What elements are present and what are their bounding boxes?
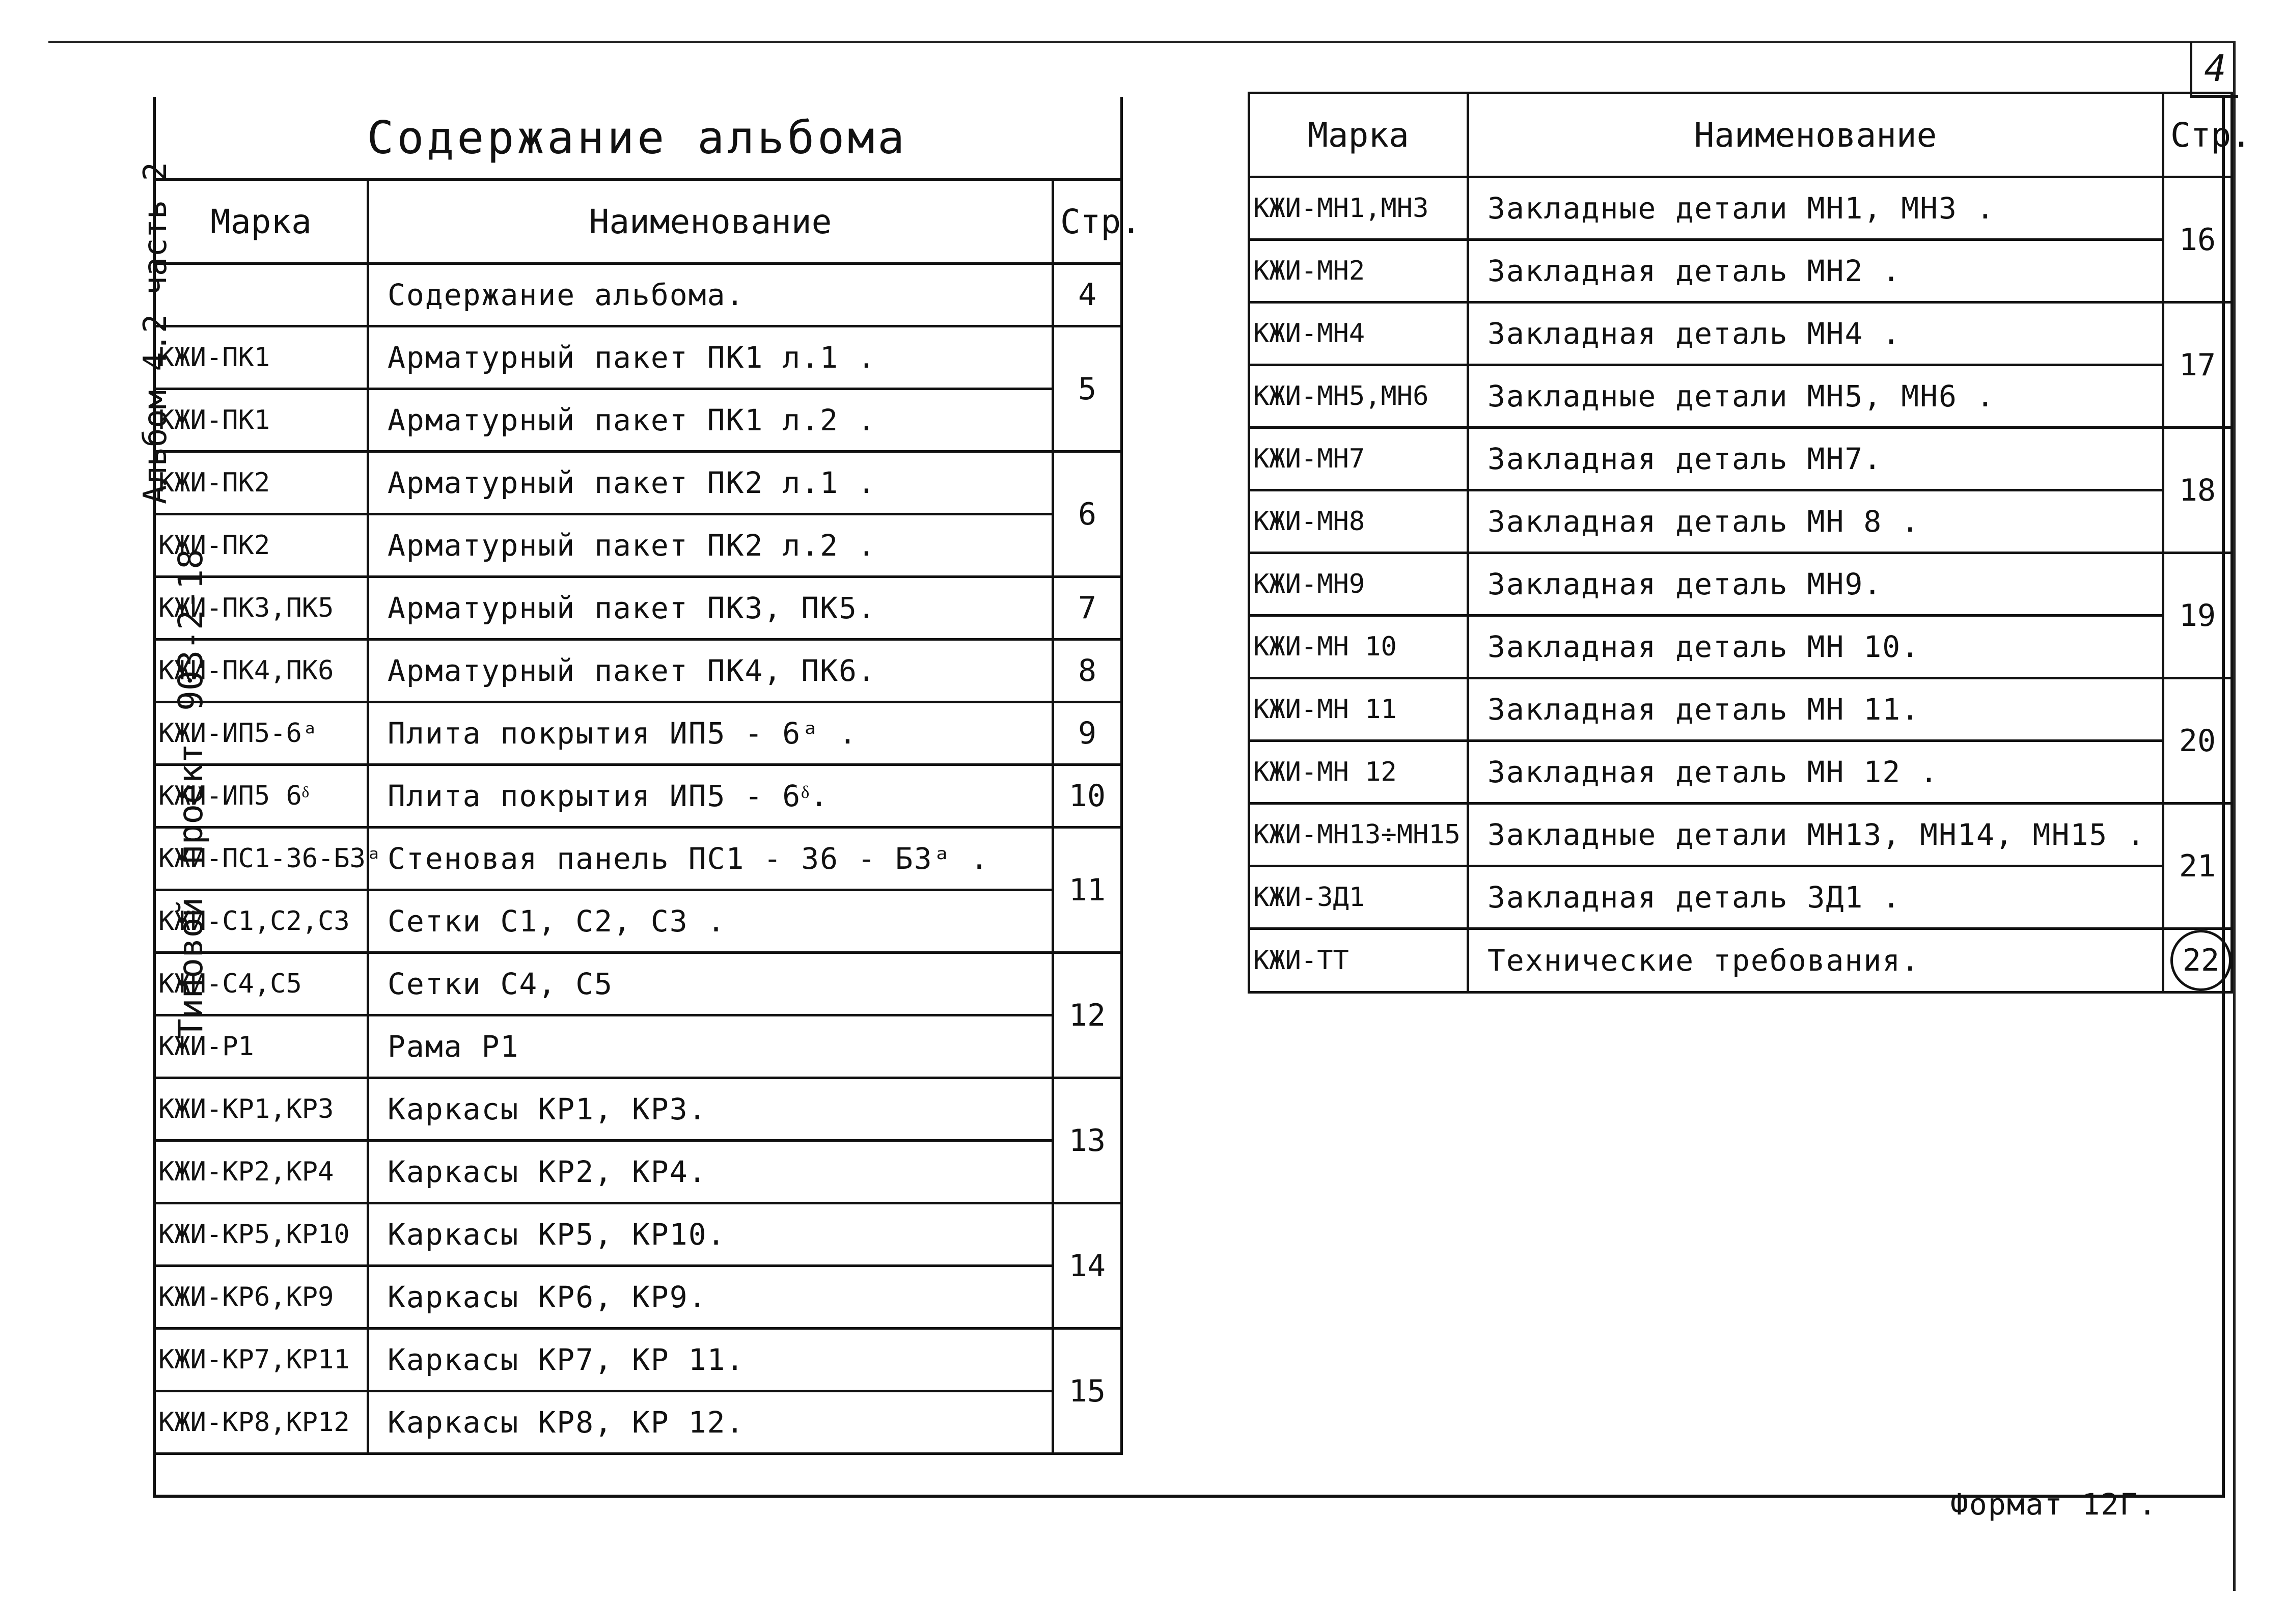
row-name: Закладная деталь МН 12 . xyxy=(1468,741,2163,804)
table-row xyxy=(1249,678,2232,741)
row-mark: КЖИ-МН1,МН3 xyxy=(1249,177,1468,240)
table-row xyxy=(1249,804,2232,866)
side-project-word1: Типовой xyxy=(171,897,210,1039)
table-row xyxy=(154,326,1122,389)
header-page: Стр. xyxy=(1053,180,1122,264)
row-mark: КЖИ-МН 11 xyxy=(1249,678,1468,741)
header-name: Наименование xyxy=(1468,93,2163,177)
contents-body-left xyxy=(154,264,1122,1454)
table-row xyxy=(1249,177,2232,240)
contents-body-right xyxy=(1249,177,2232,993)
row-mark: КЖИ-МН 12 xyxy=(1249,741,1468,804)
row-page: 20 xyxy=(2163,678,2232,804)
row-mark: КЖИ-ПК3,ПК5 xyxy=(154,577,368,640)
row-name: Арматурный пакет ПК2 л.1 . xyxy=(368,452,1053,514)
row-mark: КЖИ-3Д1 xyxy=(1249,866,1468,929)
table-row xyxy=(154,953,1122,1015)
row-name: Арматурный пакет ПК3, ПК5. xyxy=(368,577,1053,640)
row-name: Стеновая панель ПС1 - 36 - Б3ᵃ . xyxy=(368,828,1053,890)
row-page: 19 xyxy=(2163,553,2232,678)
table-row xyxy=(154,264,1122,326)
row-name: Каркасы КР6, КР9. xyxy=(368,1266,1053,1329)
row-page: 9 xyxy=(1053,702,1122,765)
table-row xyxy=(154,452,1122,514)
table-row xyxy=(154,577,1122,640)
table-row xyxy=(154,1266,1122,1329)
table-row xyxy=(154,765,1122,828)
contents-table-left xyxy=(153,97,1141,1455)
row-page: 21 xyxy=(2163,804,2232,929)
header-mark: Марка xyxy=(1249,93,1468,177)
row-mark: КЖИ-МН8 xyxy=(1249,490,1468,553)
row-mark: КЖИ-МН 10 xyxy=(1249,616,1468,678)
row-page: 14 xyxy=(1053,1203,1122,1329)
header-row xyxy=(1249,93,2232,177)
row-name: Арматурный пакет ПК4, ПК6. xyxy=(368,640,1053,702)
row-name: Рама Р1 xyxy=(368,1015,1053,1078)
format-label: Формат 12Г. xyxy=(1950,1487,2158,1522)
row-page: 5 xyxy=(1053,326,1122,452)
row-mark: КЖИ-МН2 xyxy=(1249,240,1468,302)
row-page: 18 xyxy=(2163,428,2232,553)
row-mark: КЖИ-Р1 xyxy=(154,1015,368,1078)
row-mark: КЖИ-МН13÷МН15 xyxy=(1249,804,1468,866)
row-name: Закладная деталь МН2 . xyxy=(1468,240,2163,302)
row-page: 11 xyxy=(1053,828,1122,953)
row-mark: КЖИ-ИП5-6ᵃ xyxy=(154,702,368,765)
contents-table-right xyxy=(1248,92,2251,994)
side-album-label: Альбом 4.2 часть 2 xyxy=(136,162,174,504)
row-mark: КЖИ-МН5,МН6 xyxy=(1249,365,1468,428)
row-page xyxy=(2163,929,2232,993)
table-row xyxy=(154,1078,1122,1141)
header-name: Наименование xyxy=(368,180,1053,264)
row-mark: КЖИ-КР8,КР12 xyxy=(154,1391,368,1454)
row-page: 10 xyxy=(1053,765,1122,828)
table-row xyxy=(1249,616,2232,678)
table-row xyxy=(154,1141,1122,1203)
header-row xyxy=(154,180,1122,264)
row-page: 8 xyxy=(1053,640,1122,702)
row-mark: КЖИ-С4,С5 xyxy=(154,953,368,1015)
row-mark: КЖИ-С1,С2,С3 xyxy=(154,890,368,953)
row-mark: КЖИ-МН7 xyxy=(1249,428,1468,490)
table-row xyxy=(154,828,1122,890)
table-row xyxy=(154,514,1122,577)
table-row xyxy=(154,1015,1122,1078)
row-mark: КЖИ-ПС1-36-Б3ᵃ xyxy=(154,828,368,890)
row-name: Закладная деталь 3Д1 . xyxy=(1468,866,2163,929)
row-name: Закладная деталь МН9. xyxy=(1468,553,2163,616)
row-name: Каркасы КР1, КР3. xyxy=(368,1078,1053,1141)
table-row xyxy=(1249,240,2232,302)
row-page: 17 xyxy=(2163,302,2232,428)
row-mark: КЖИ-ПК1 xyxy=(154,389,368,452)
table-row xyxy=(154,1203,1122,1266)
row-name: Каркасы КР8, КР 12. xyxy=(368,1391,1053,1454)
row-name: Плита покрытия ИП5 - 6ᵃ . xyxy=(368,702,1053,765)
row-name: Каркасы КР5, КР10. xyxy=(368,1203,1053,1266)
table-row xyxy=(1249,741,2232,804)
row-mark: КЖИ-КР6,КР9 xyxy=(154,1266,368,1329)
row-name: Закладная деталь МН4 . xyxy=(1468,302,2163,365)
table-row xyxy=(154,702,1122,765)
row-name: Технические требования. xyxy=(1468,929,2163,993)
row-name: Закладные детали МН5, МН6 . xyxy=(1468,365,2163,428)
row-mark: КЖИ-ПК1 xyxy=(154,326,368,389)
row-name: Закладная деталь МН 11. xyxy=(1468,678,2163,741)
row-name: Закладная деталь МН7. xyxy=(1468,428,2163,490)
table-row xyxy=(1249,929,2232,993)
contents-title: Содержание альбома xyxy=(154,97,1122,180)
contents-title-row xyxy=(154,97,1122,180)
row-page: 6 xyxy=(1053,452,1122,577)
row-mark: КЖИ-ПК2 xyxy=(154,514,368,577)
side-project-word2: проект xyxy=(171,743,210,865)
row-name: Каркасы КР2, КР4. xyxy=(368,1141,1053,1203)
row-page: 13 xyxy=(1053,1078,1122,1203)
row-mark: КЖИ-МН4 xyxy=(1249,302,1468,365)
row-mark: КЖИ-КР2,КР4 xyxy=(154,1141,368,1203)
table-row xyxy=(154,890,1122,953)
row-name: Сетки С1, С2, С3 . xyxy=(368,890,1053,953)
row-page: 12 xyxy=(1053,953,1122,1078)
header-page: Стр. xyxy=(2163,93,2232,177)
table-row xyxy=(1249,553,2232,616)
row-mark: КЖИ-КР1,КР3 xyxy=(154,1078,368,1141)
row-name: Содержание альбома. xyxy=(368,264,1053,326)
circled-page-number: 22 xyxy=(2170,930,2232,991)
row-name: Арматурный пакет ПК2 л.2 . xyxy=(368,514,1053,577)
row-name: Закладные детали МН13, МН14, МН15 . xyxy=(1468,804,2163,866)
table-row xyxy=(154,1391,1122,1454)
table-row xyxy=(1249,365,2232,428)
row-name: Плита покрытия ИП5 - 6ᵟ. xyxy=(368,765,1053,828)
row-name: Закладная деталь МН 8 . xyxy=(1468,490,2163,553)
row-name: Сетки С4, С5 xyxy=(368,953,1053,1015)
row-mark: КЖИ-ТТ xyxy=(1249,929,1468,993)
side-project-code: 903-2-18 xyxy=(171,549,210,711)
table-row xyxy=(1249,302,2232,365)
header-mark: Марка xyxy=(154,180,368,264)
table-row xyxy=(1249,428,2232,490)
row-mark: КЖИ-ПК2 xyxy=(154,452,368,514)
table-row xyxy=(1249,490,2232,553)
row-mark xyxy=(154,264,368,326)
row-name: Арматурный пакет ПК1 л.2 . xyxy=(368,389,1053,452)
row-name: Закладные детали МН1, МН3 . xyxy=(1468,177,2163,240)
sheet-number: 4 xyxy=(2190,42,2238,98)
table-row xyxy=(1249,866,2232,929)
table-row xyxy=(154,1329,1122,1391)
row-mark: КЖИ-ПК4,ПК6 xyxy=(154,640,368,702)
row-page: 4 xyxy=(1053,264,1122,326)
row-mark: КЖИ-КР5,КР10 xyxy=(154,1203,368,1266)
row-page: 16 xyxy=(2163,177,2232,302)
row-mark: КЖИ-КР7,КР11 xyxy=(154,1329,368,1391)
row-page: 7 xyxy=(1053,577,1122,640)
table-row xyxy=(154,640,1122,702)
row-mark: КЖИ-МН9 xyxy=(1249,553,1468,616)
row-name: Закладная деталь МН 10. xyxy=(1468,616,2163,678)
row-page: 15 xyxy=(1053,1329,1122,1454)
table-row xyxy=(154,389,1122,452)
row-mark: КЖИ-ИП5 6ᵟ xyxy=(154,765,368,828)
row-name: Арматурный пакет ПК1 л.1 . xyxy=(368,326,1053,389)
row-name: Каркасы КР7, КР 11. xyxy=(368,1329,1053,1391)
